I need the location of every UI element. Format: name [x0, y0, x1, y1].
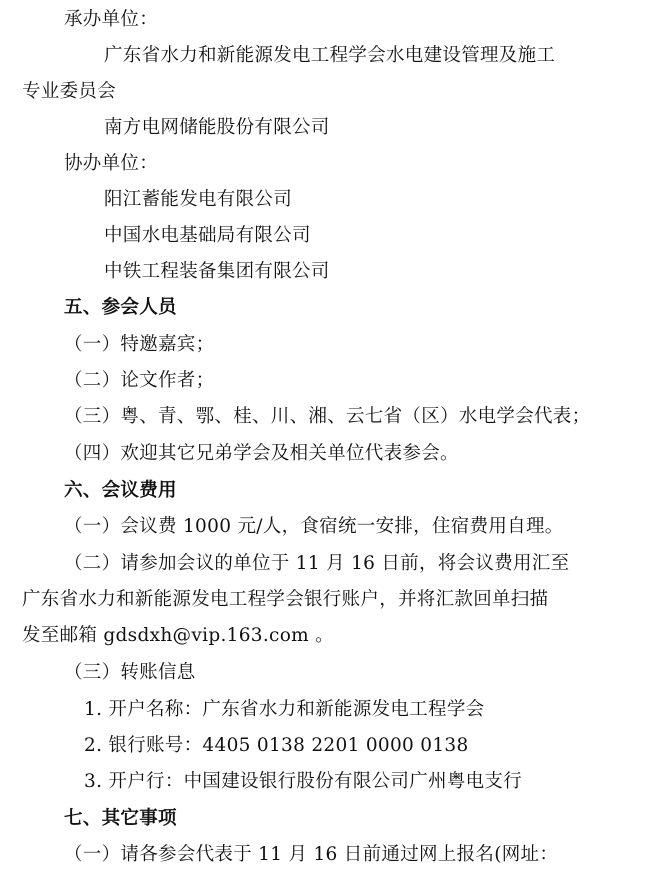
- section-6-title: 六、会议费用: [64, 480, 177, 501]
- section-7-item-1: （一）请各参会代表于 11 月 16 日前通过网上报名(网址：: [64, 844, 559, 865]
- account-bank: 3. 开户行：中国建设银行股份有限公司广州粤电支行: [84, 771, 523, 792]
- organizer-1-line-b: 专业委员会: [22, 81, 117, 102]
- section-5-item-4: （四）欢迎其它兄弟学会及相关单位代表参会。: [64, 443, 459, 464]
- co-organizer-2: 中国水电基础局有限公司: [104, 225, 311, 246]
- section-6-item-2-line-c: 发至邮箱 gdsdxh@vip.163.com 。: [22, 625, 334, 646]
- section-6-item-2-line-b: 广东省水力和新能源发电工程学会银行账户，并将汇款回单扫描: [22, 589, 549, 610]
- co-organizer-3: 中铁工程装备集团有限公司: [104, 261, 330, 282]
- organizer-2: 南方电网储能股份有限公司: [104, 117, 330, 138]
- section-5-title: 五、参会人员: [64, 297, 177, 318]
- section-6-item-2-line-a: （二）请参加会议的单位于 11 月 16 日前，将会议费用汇至: [64, 553, 570, 574]
- co-organizer-label: 协办单位：: [64, 153, 159, 174]
- account-name: 1. 开户名称：广东省水力和新能源发电工程学会: [84, 699, 485, 720]
- section-5-item-3: （三）粤、青、鄂、桂、川、湘、云七省（区）水电学会代表；: [64, 406, 591, 427]
- section-7-title: 七、其它事项: [64, 808, 177, 829]
- section-5-item-2: （二）论文作者；: [64, 370, 215, 391]
- section-6-item-3: （三）转账信息: [64, 662, 196, 683]
- section-5-item-1: （一）特邀嘉宾；: [64, 334, 215, 355]
- organizer-1-line-a: 广东省水力和新能源发电工程学会水电建设管理及施工: [104, 45, 556, 66]
- organizer-label: 承办单位：: [64, 9, 159, 30]
- co-organizer-1: 阳江蓄能发电有限公司: [104, 189, 293, 210]
- section-6-item-1: （一）会议费 1000 元/人，食宿统一安排，住宿费用自理。: [64, 516, 564, 537]
- account-number: 2. 银行账号：4405 0138 2201 0000 0138: [84, 735, 469, 756]
